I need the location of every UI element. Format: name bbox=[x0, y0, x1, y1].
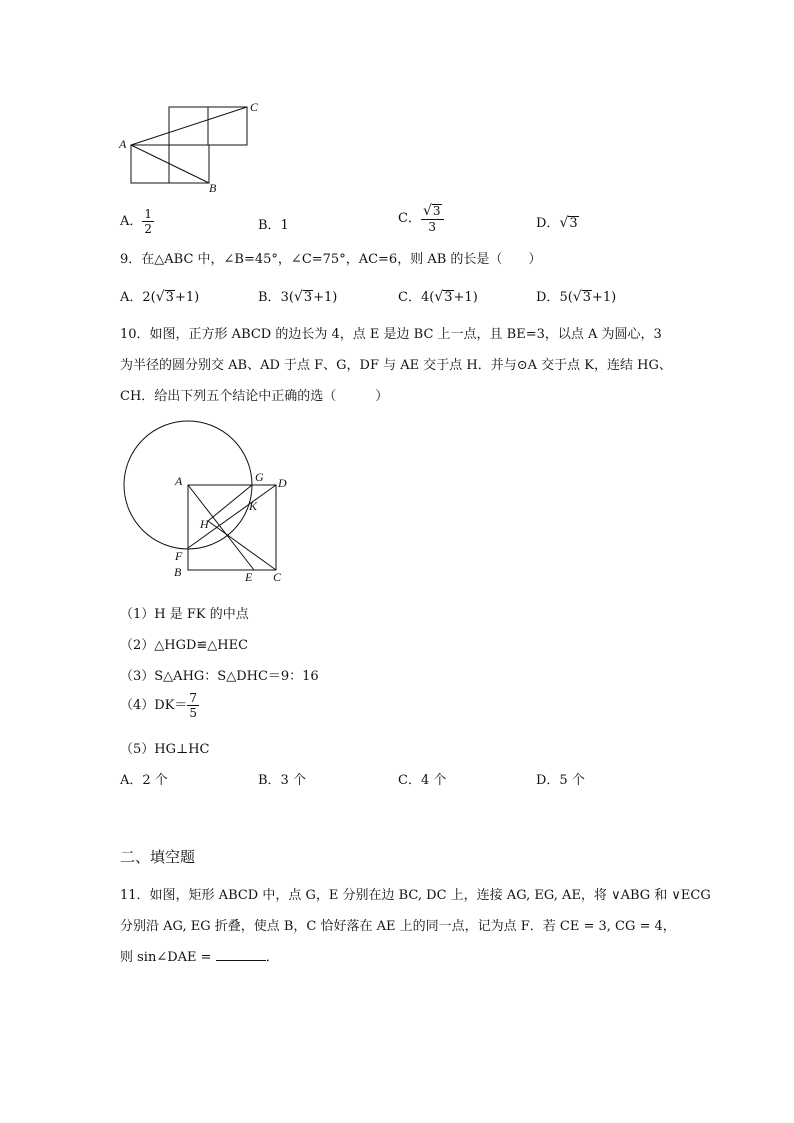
fraction: $\frac{√3}{3}$ bbox=[421, 204, 444, 233]
fig10-label-b: B bbox=[174, 565, 182, 579]
fig8-label-b: B bbox=[209, 181, 217, 195]
q10-stem-line2: 为半径的圆分别交 AB、AD 于点 F、G，DF 与 AE 交于点 H．并与⊙A 交于点 K，连结 HG、 bbox=[120, 358, 672, 373]
q9-option-c[interactable]: C．4(√3+1) bbox=[398, 289, 478, 305]
fig10-label-e: E bbox=[245, 570, 253, 584]
fig10-label-g: G bbox=[255, 470, 264, 484]
q10-conclusion-3: （3）S△AHG：S△DHC＝9：16 bbox=[120, 669, 319, 684]
q8-option-a[interactable]: A． $\frac{1}{2}$ bbox=[120, 207, 153, 236]
q10-option-a[interactable]: A．2 个 bbox=[120, 773, 168, 788]
fig10-label-c: C bbox=[273, 570, 282, 584]
section-title-fill-in: 二、填空题 bbox=[120, 848, 196, 866]
q9-stem: 9．在△ABC 中，∠B=45°，∠C=75°，AC=6，则 AB 的长是（ ） bbox=[120, 252, 542, 267]
q10-conclusion-1: （1）H 是 FK 的中点 bbox=[120, 607, 249, 622]
q8-grid-figure bbox=[115, 95, 275, 195]
q10-stem-line1: 10．如图，正方形 ABCD 的边长为 4，点 E 是边 BC 上一点，且 BE=3，以点 A 为圆心，3 bbox=[120, 327, 662, 342]
q10-option-b[interactable]: B．3 个 bbox=[258, 773, 306, 788]
q8-option-d[interactable]: D．√3 bbox=[536, 215, 578, 231]
fraction: $\frac{7}{5}$ bbox=[189, 691, 198, 720]
q11-stem-line1: 11．如图，矩形 ABCD 中，点 G，E 分别在边 BC, DC 上，连接 AG, EG, AE，将 ∨ABG 和 ∨ECG bbox=[120, 888, 711, 903]
fig10-label-a: A bbox=[175, 474, 183, 488]
answer-blank[interactable] bbox=[216, 948, 266, 961]
q11-stem-line3: 则 sin∠DAE = ． bbox=[120, 950, 279, 965]
q10-square-circle-figure bbox=[115, 415, 300, 590]
q8-option-b[interactable]: B．1 bbox=[258, 218, 289, 233]
q10-stem-line3: CH．给出下列五个结论中正确的选（ ） bbox=[120, 389, 389, 404]
fraction: $\frac{1}{2}$ bbox=[144, 207, 153, 236]
q8-option-c[interactable]: C． $\frac{√3}{3}$ bbox=[398, 204, 444, 233]
q10-conclusion-4: （4）DK＝ $\frac{7}{5}$ bbox=[120, 691, 198, 720]
q9-option-a[interactable]: A．2(√3+1) bbox=[120, 289, 200, 305]
fig10-label-d: D bbox=[278, 476, 287, 490]
q9-option-d[interactable]: D．5(√3+1) bbox=[536, 289, 617, 305]
fig8-label-c: C bbox=[250, 100, 259, 114]
q10-option-d[interactable]: D．5 个 bbox=[536, 773, 585, 788]
q9-option-b[interactable]: B．3(√3+1) bbox=[258, 289, 338, 305]
fig8-label-a: A bbox=[119, 137, 127, 151]
fig10-label-f: F bbox=[175, 549, 183, 563]
q10-conclusion-2: （2）△HGD≌△HEC bbox=[120, 638, 249, 653]
fig10-label-h: H bbox=[200, 517, 209, 531]
fig10-label-k: K bbox=[249, 499, 258, 513]
q11-stem-line2: 分别沿 AG, EG 折叠，使点 B，C 恰好落在 AE 上的同一点，记为点 F．若 CE = 3, CG = 4， bbox=[120, 919, 676, 934]
q10-option-c[interactable]: C．4 个 bbox=[398, 773, 447, 788]
q10-conclusion-5: （5）HG⊥HC bbox=[120, 742, 210, 757]
